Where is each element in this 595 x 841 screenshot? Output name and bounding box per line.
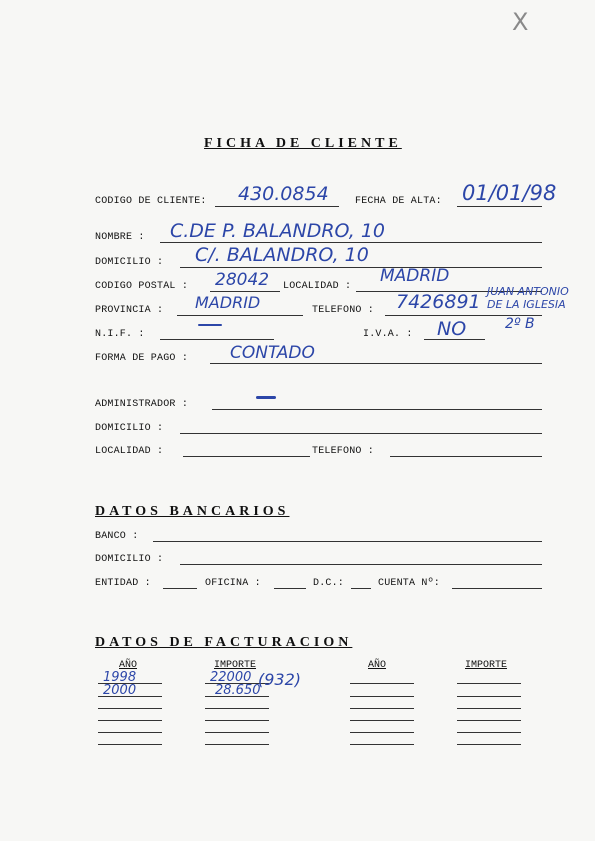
billing-line [457, 720, 521, 721]
value-forma-pago: CONTADO [230, 343, 315, 363]
billing-line [350, 683, 414, 684]
value-codigo-postal: 28042 [215, 270, 270, 290]
line-fecha-alta [457, 206, 542, 207]
billing-note-row-1: (932) [258, 670, 302, 689]
billing-line [457, 732, 521, 733]
line-admin-domicilio [180, 433, 542, 434]
billing-line [98, 708, 162, 709]
billing-line [457, 696, 521, 697]
billing-year-row-2: 2000 [103, 683, 137, 698]
line-administrador [212, 409, 542, 410]
label-dc: D.C.: [313, 578, 345, 589]
billing-header-year-2: AÑO [368, 660, 387, 671]
billing-line [98, 720, 162, 721]
label-admin-telefono: TELEFONO : [312, 446, 375, 457]
line-bank-domicilio [180, 564, 542, 565]
value-provincia: MADRID [195, 293, 261, 312]
billing-line [457, 744, 521, 745]
administrador-dash-mark [256, 396, 276, 399]
label-entidad: ENTIDAD : [95, 578, 151, 589]
billing-header-amount-2: IMPORTE [465, 660, 508, 671]
label-banco: BANCO : [95, 531, 139, 542]
label-iva: I.V.A. : [363, 329, 413, 340]
line-forma-pago [210, 363, 542, 364]
line-admin-telefono [390, 456, 542, 457]
billing-line [350, 744, 414, 745]
label-oficina: OFICINA : [205, 578, 261, 589]
label-domicilio: DOMICILIO : [95, 257, 164, 268]
billing-line [350, 708, 414, 709]
corner-x-mark: X [512, 8, 529, 36]
value-codigo-cliente: 430.0854 [238, 183, 329, 205]
label-bank-domicilio: DOMICILIO : [95, 554, 164, 565]
value-fecha-alta: 01/01/98 [462, 181, 557, 205]
line-nif [160, 339, 274, 340]
value-nombre: C.DE P. BALANDRO, 10 [170, 220, 386, 242]
billing-header-amount-1: IMPORTE [214, 660, 257, 671]
billing-line [457, 683, 521, 684]
line-banco [153, 541, 542, 542]
billing-section-title: DATOS DE FACTURACION [95, 635, 353, 650]
page-title: FICHA DE CLIENTE [204, 136, 402, 151]
billing-line [350, 720, 414, 721]
line-dc [351, 588, 371, 589]
label-provincia: PROVINCIA : [95, 305, 164, 316]
line-nombre [160, 242, 542, 243]
bank-section-title: DATOS BANCARIOS [95, 504, 290, 519]
line-codigo-cliente [215, 206, 339, 207]
value-iva: NO [437, 318, 467, 340]
label-administrador: ADMINISTRADOR : [95, 399, 189, 410]
nif-dash-mark [198, 324, 222, 326]
line-codigo-postal [210, 291, 280, 292]
billing-line [457, 708, 521, 709]
label-nombre: NOMBRE : [95, 232, 145, 243]
billing-line [205, 708, 269, 709]
billing-header-year-1: AÑO [119, 660, 138, 671]
label-admin-domicilio: DOMICILIO : [95, 423, 164, 434]
line-admin-localidad [183, 456, 310, 457]
value-domicilio: C/. BALANDRO, 10 [195, 244, 369, 266]
line-cuenta [452, 588, 542, 589]
billing-amount-row-2: 28.650 [215, 683, 261, 698]
line-entidad [163, 588, 197, 589]
value-telefono: 7426891 [396, 291, 481, 313]
label-fecha-alta: FECHA DE ALTA: [355, 196, 442, 207]
value-iva-note: 2º B [505, 316, 535, 332]
label-telefono: TELEFONO : [312, 305, 375, 316]
billing-line [205, 720, 269, 721]
billing-amount-row-1: 22000 [210, 670, 252, 685]
line-domicilio [180, 267, 542, 268]
billing-line [205, 732, 269, 733]
billing-line [205, 744, 269, 745]
billing-line [98, 732, 162, 733]
label-codigo-postal: CODIGO POSTAL : [95, 281, 189, 292]
label-cuenta: CUENTA Nº: [378, 578, 441, 589]
value-telefono-note-2: DE LA IGLESIA [487, 298, 566, 311]
line-provincia [177, 315, 303, 316]
label-nif: N.I.F. : [95, 329, 145, 340]
label-codigo-cliente: CODIGO DE CLIENTE: [95, 196, 207, 207]
label-localidad: LOCALIDAD : [283, 281, 352, 292]
label-admin-localidad: LOCALIDAD : [95, 446, 164, 457]
billing-line [350, 732, 414, 733]
value-telefono-note-1: JUAN ANTONIO [487, 285, 569, 298]
billing-year-row-1: 1998 [103, 670, 137, 685]
billing-line [350, 696, 414, 697]
line-oficina [274, 588, 306, 589]
billing-line [98, 744, 162, 745]
value-localidad: MADRID [380, 266, 450, 286]
label-forma-pago: FORMA DE PAGO : [95, 353, 189, 364]
